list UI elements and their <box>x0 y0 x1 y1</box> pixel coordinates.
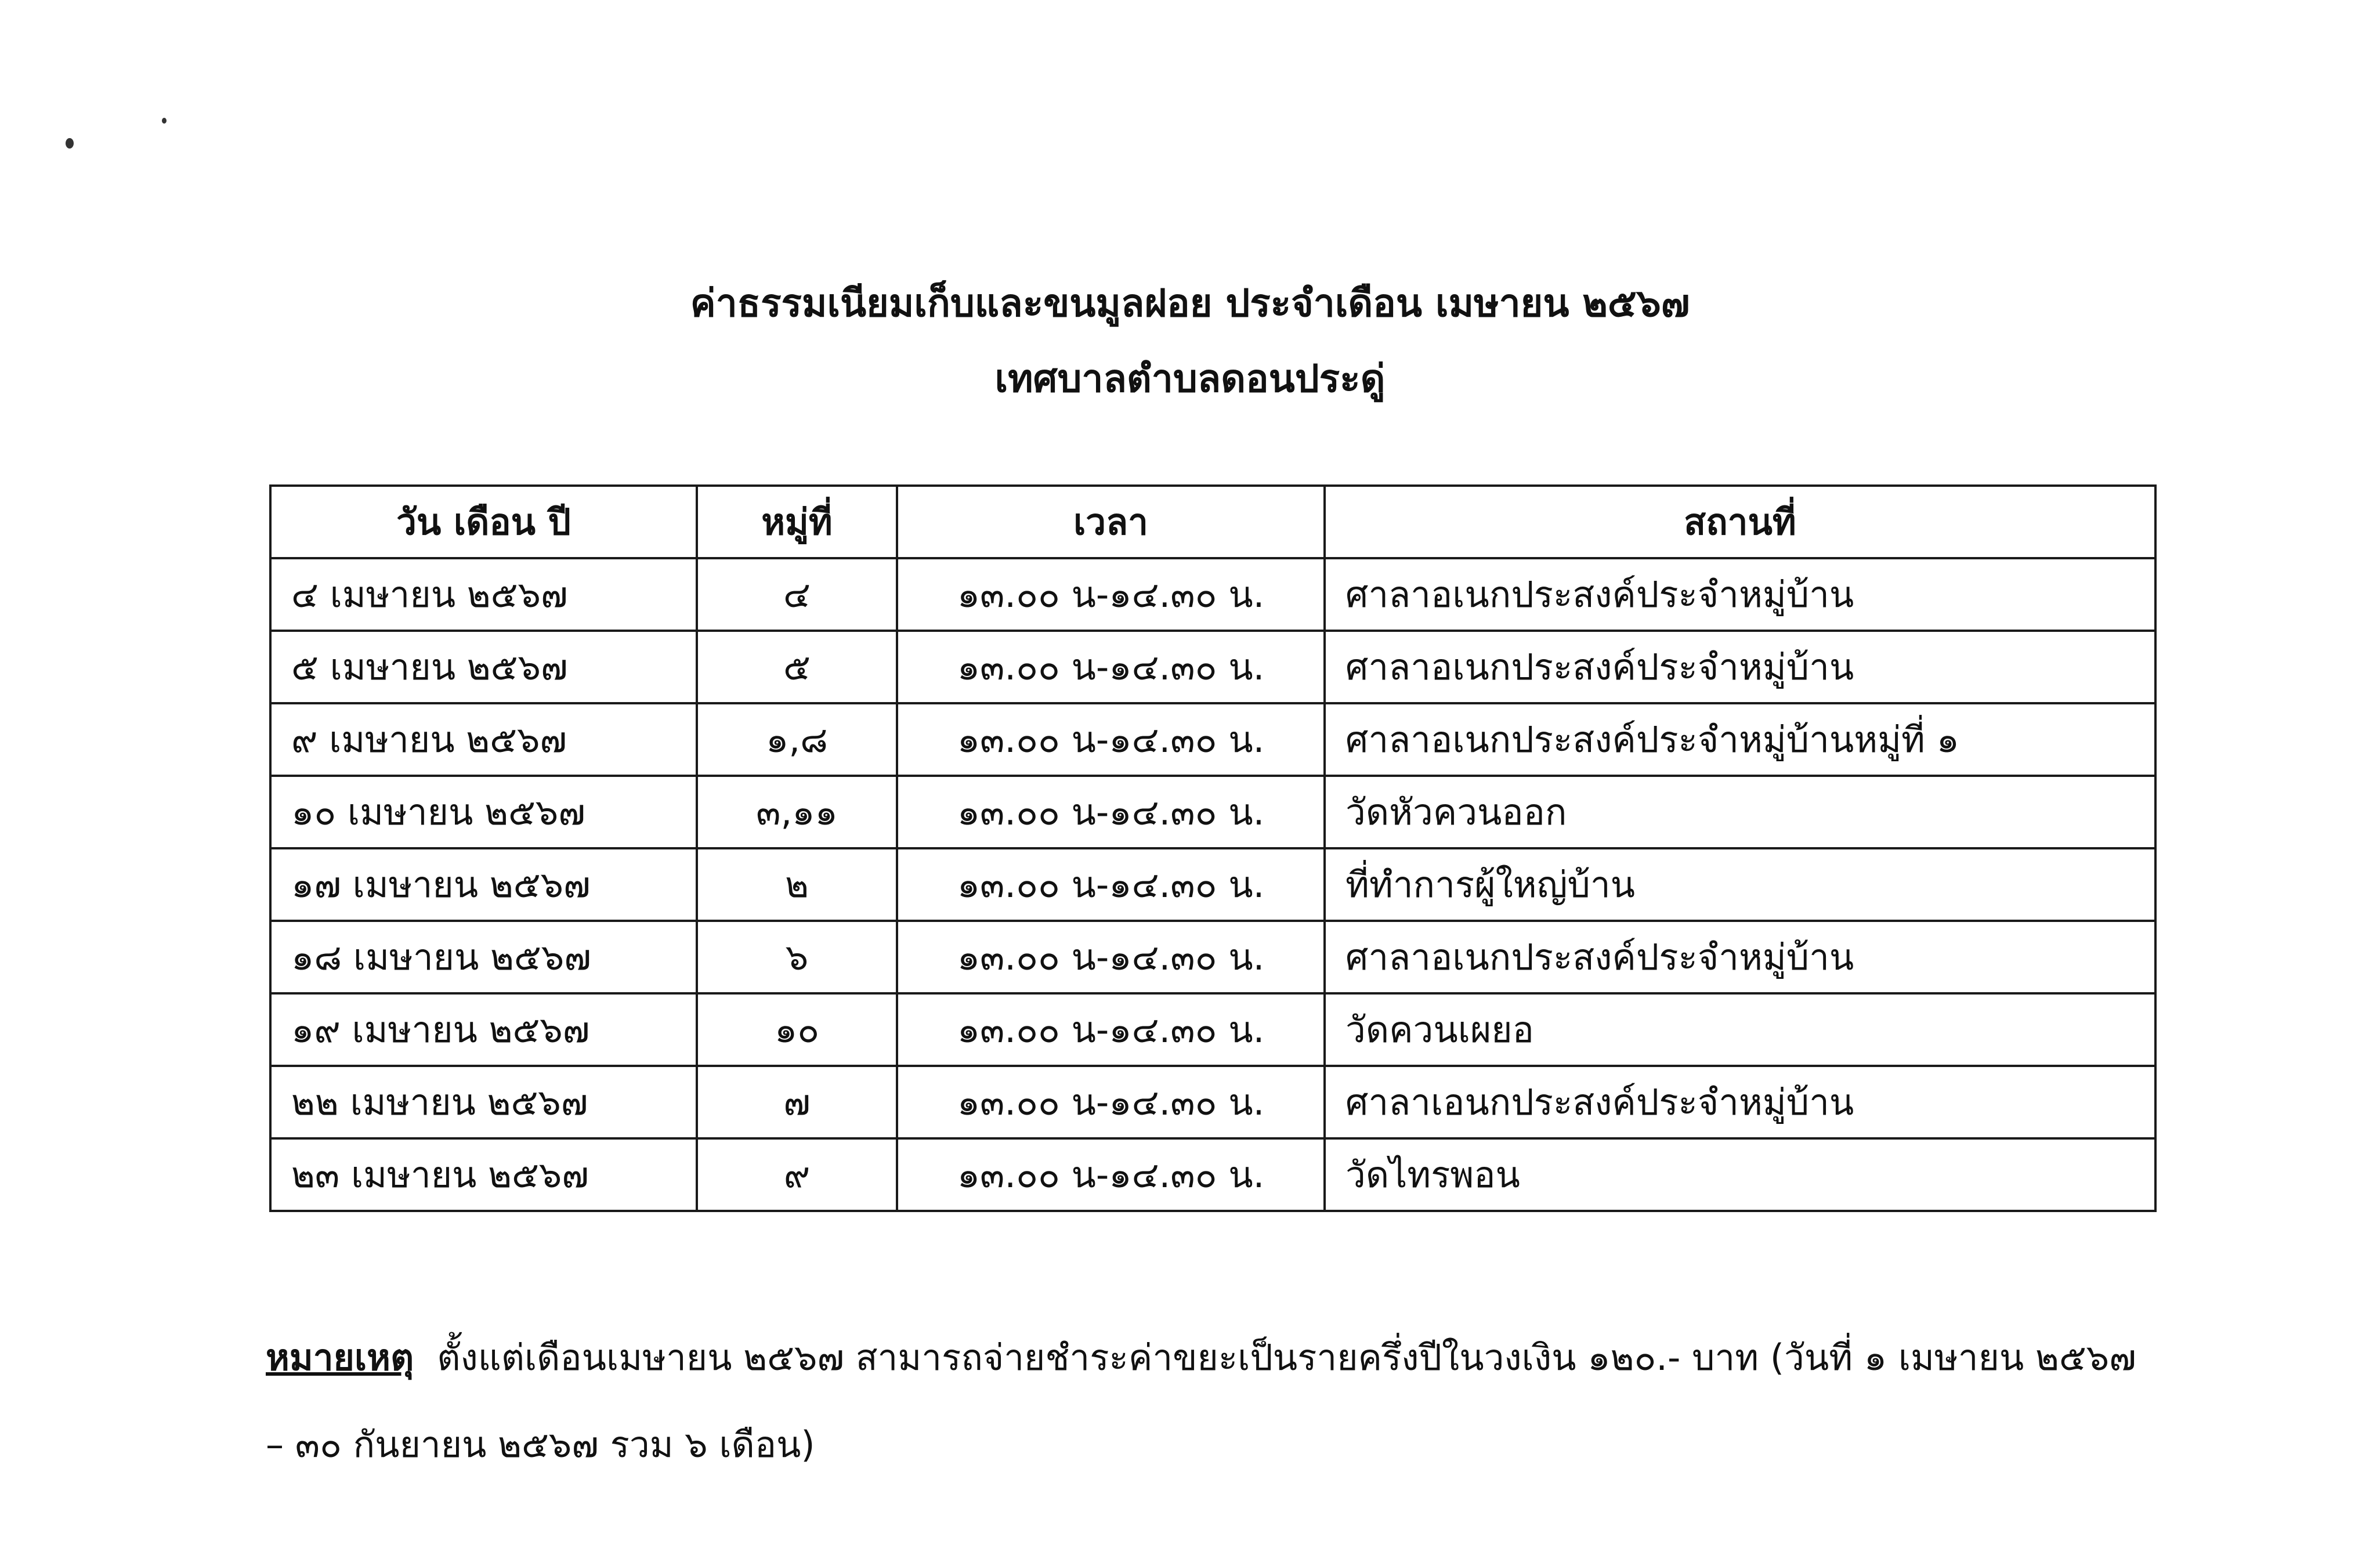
cell-village: ๖ <box>697 921 897 993</box>
table-row <box>270 993 2155 1066</box>
table-row <box>270 848 2155 921</box>
cell-time: ๑๓.๐๐ น-๑๔.๓๐ น. <box>897 558 1325 631</box>
table-row <box>270 921 2155 993</box>
cell-time: ๑๓.๐๐ น-๑๔.๓๐ น. <box>897 631 1325 703</box>
table-row <box>270 1138 2155 1211</box>
header-time: เวลา <box>897 486 1325 558</box>
cell-place: วัดควนเผยอ <box>1325 993 2155 1066</box>
cell-place: ศาลาอเนกประสงค์ประจำหมู่บ้าน <box>1325 921 2155 993</box>
cell-village: ๑,๘ <box>697 703 897 776</box>
cell-date: ๙ เมษายน ๒๕๖๗ <box>270 703 697 776</box>
cell-date: ๔ เมษายน ๒๕๖๗ <box>270 558 697 631</box>
cell-village: ๓,๑๑ <box>697 776 897 848</box>
table-row <box>270 776 2155 848</box>
cell-date: ๑๘ เมษายน ๒๕๖๗ <box>270 921 697 993</box>
header-place: สถานที่ <box>1325 486 2155 558</box>
cell-date: ๑๐ เมษายน ๒๕๖๗ <box>270 776 697 848</box>
cell-village: ๙ <box>697 1138 897 1211</box>
table-row <box>270 558 2155 631</box>
remark-label: หมายเหตุ <box>266 1336 414 1379</box>
cell-time: ๑๓.๐๐ น-๑๔.๓๐ น. <box>897 993 1325 1066</box>
cell-place: วัดไทรพอน <box>1325 1138 2155 1211</box>
cell-time: ๑๓.๐๐ น-๑๔.๓๐ น. <box>897 1066 1325 1138</box>
cell-time: ๑๓.๐๐ น-๑๔.๓๐ น. <box>897 848 1325 921</box>
cell-time: ๑๓.๐๐ น-๑๔.๓๐ น. <box>897 1138 1325 1211</box>
cell-date: ๑๙ เมษายน ๒๕๖๗ <box>270 993 697 1066</box>
document-title: ค่าธรรมเนียมเก็บและขนมูลฝอย ประจำเดือน เมษายน ๒๕๖๗ <box>690 281 1690 326</box>
cell-village: ๔ <box>697 558 897 631</box>
table-row <box>270 631 2155 703</box>
header-date: วัน เดือน ปี <box>270 486 697 558</box>
collection-schedule-table <box>269 484 2157 1212</box>
remark-text: ตั้งแต่เดือนเมษายน ๒๕๖๗ สามารถจ่ายชำระค่าขยะเป็นรายครึ่งปีในวงเงิน ๑๒๐.- บาท (วันที่ ๑ เมษายน ๒๕๖๗ – ๓๐ กันยายน ๒๕๖๗ รวม ๖ เดือน) <box>266 1336 2136 1466</box>
cell-village: ๑๐ <box>697 993 897 1066</box>
table-row <box>270 703 2155 776</box>
document-subtitle: เทศบาลตำบลดอนประดู่ <box>994 356 1386 401</box>
cell-time: ๑๓.๐๐ น-๑๔.๓๐ น. <box>897 921 1325 993</box>
cell-date: ๒๓ เมษายน ๒๕๖๗ <box>270 1138 697 1211</box>
cell-time: ๑๓.๐๐ น-๑๔.๓๐ น. <box>897 776 1325 848</box>
cell-place: ศาลาเอนกประสงค์ประจำหมู่บ้าน <box>1325 1066 2155 1138</box>
cell-place: วัดหัวควนออก <box>1325 776 2155 848</box>
header-village: หมู่ที่ <box>697 486 897 558</box>
cell-place: ศาลาอเนกประสงค์ประจำหมู่บ้าน <box>1325 558 2155 631</box>
cell-date: ๒๒ เมษายน ๒๕๖๗ <box>270 1066 697 1138</box>
cell-place: ศาลาอเนกประสงค์ประจำหมู่บ้านหมู่ที่ ๑ <box>1325 703 2155 776</box>
scan-speck <box>162 118 167 124</box>
cell-village: ๕ <box>697 631 897 703</box>
table-header-row <box>270 486 2155 558</box>
scan-speck <box>66 138 74 149</box>
cell-date: ๕ เมษายน ๒๕๖๗ <box>270 631 697 703</box>
cell-date: ๑๗ เมษายน ๒๕๖๗ <box>270 848 697 921</box>
cell-time: ๑๓.๐๐ น-๑๔.๓๐ น. <box>897 703 1325 776</box>
cell-place: ศาลาอเนกประสงค์ประจำหมู่บ้าน <box>1325 631 2155 703</box>
remark-paragraph <box>266 1314 2157 1488</box>
cell-village: ๒ <box>697 848 897 921</box>
cell-place: ที่ทำการผู้ใหญ่บ้าน <box>1325 848 2155 921</box>
cell-village: ๗ <box>697 1066 897 1138</box>
table-row <box>270 1066 2155 1138</box>
